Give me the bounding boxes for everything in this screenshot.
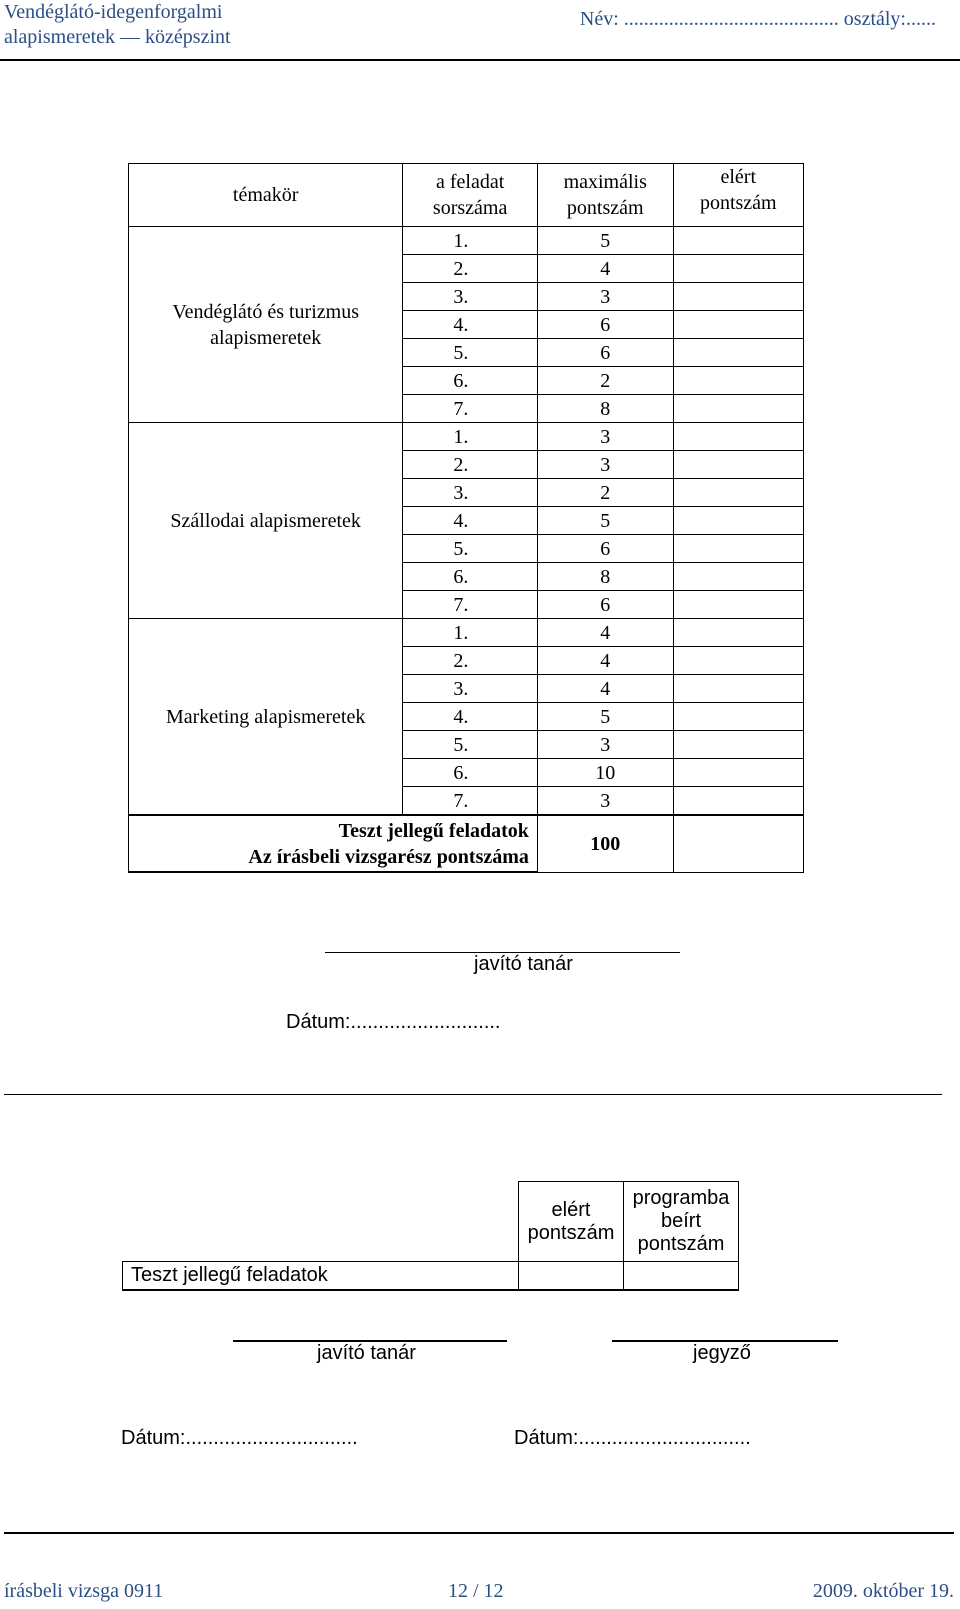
header-name-class: Név: ........................................... osztály:...... <box>579 8 936 30</box>
achieved-points-cell[interactable] <box>673 703 803 731</box>
max-points-cell: 10 <box>537 759 673 787</box>
footer-date: 2009. október 19. <box>812 1580 954 1602</box>
task-number-cell: 7. <box>403 395 538 423</box>
achieved-points-cell[interactable] <box>673 339 803 367</box>
achieved-points-cell[interactable] <box>673 675 803 703</box>
summary-table-blank <box>123 1182 519 1262</box>
achieved-points-cell[interactable] <box>673 759 803 787</box>
summary-program-line3: pontszám <box>637 1233 725 1255</box>
topic-line2: alapismeretek <box>210 326 322 349</box>
achieved-points-cell[interactable] <box>673 731 803 759</box>
task-number-cell: 3. <box>403 675 538 703</box>
achieved-points-cell[interactable] <box>673 311 803 339</box>
task-number-cell: 6. <box>403 367 538 395</box>
summary-row-label: Teszt jellegű feladatok <box>123 1262 519 1291</box>
task-number-cell: 1. <box>403 227 538 255</box>
summary-achieved-line1: elért <box>551 1198 591 1221</box>
summary-program-line1: programba <box>632 1187 730 1209</box>
task-number-cell: 4. <box>403 507 538 535</box>
summary-label-line1: Teszt jellegű feladatok <box>338 819 529 842</box>
task-number-cell: 4. <box>403 311 538 339</box>
achieved-points-cell[interactable] <box>673 283 803 311</box>
header-task-number-line1: a feladat <box>435 171 505 193</box>
date-field-right: Dátum:............................... <box>514 1427 751 1449</box>
header-subject-line2: alapismeretek — középszint <box>4 26 231 48</box>
achieved-points-cell[interactable] <box>673 423 803 451</box>
date-field: Dátum:........................... <box>286 1011 501 1033</box>
topic-line1: Marketing alapismeretek <box>165 705 366 728</box>
grader-label: javító tanár <box>474 953 573 975</box>
topic-line1: Szállodai alapismeretek <box>170 509 361 532</box>
task-number-cell: 4. <box>403 703 538 731</box>
date-field-left: Dátum:............................... <box>121 1427 358 1449</box>
achieved-points-cell[interactable] <box>673 619 803 647</box>
summary-achieved-header <box>519 1182 624 1262</box>
grader-label-2: javító tanár <box>317 1342 416 1364</box>
summary-program-cell[interactable] <box>624 1262 739 1291</box>
header-task-number-line2: sorszáma <box>432 197 508 219</box>
topic-line1: Vendéglátó és turizmus <box>172 300 359 323</box>
achieved-points-cell[interactable] <box>673 255 803 283</box>
task-number-cell: 7. <box>403 787 538 816</box>
task-number-cell: 1. <box>403 423 538 451</box>
task-number-cell: 2. <box>403 647 538 675</box>
max-points-cell: 6 <box>537 339 673 367</box>
achieved-points-cell[interactable] <box>673 647 803 675</box>
max-points-cell: 8 <box>537 563 673 591</box>
task-number-cell: 5. <box>403 731 538 759</box>
max-points-cell: 5 <box>537 703 673 731</box>
max-points-cell: 6 <box>537 311 673 339</box>
header-max-points-line2: pontszám <box>566 197 644 219</box>
max-points-cell: 8 <box>537 395 673 423</box>
table-row <box>129 423 804 451</box>
achieved-points-cell[interactable] <box>673 479 803 507</box>
score-table <box>128 163 804 873</box>
task-number-cell: 1. <box>403 619 538 647</box>
summary-label-line2: Az írásbeli vizsgarész pontszáma <box>248 845 529 868</box>
header-divider <box>0 59 960 61</box>
header-subject <box>4 0 231 50</box>
table-row <box>129 619 804 647</box>
header-max-points <box>537 164 673 227</box>
topic-cell <box>129 619 403 816</box>
max-points-cell: 4 <box>537 675 673 703</box>
max-points-cell: 2 <box>537 479 673 507</box>
max-points-cell: 4 <box>537 647 673 675</box>
task-number-cell: 6. <box>403 563 538 591</box>
task-number-cell: 2. <box>403 255 538 283</box>
task-number-cell: 2. <box>403 451 538 479</box>
max-points-cell: 4 <box>537 619 673 647</box>
task-number-cell: 6. <box>403 759 538 787</box>
footer-divider <box>4 1532 954 1534</box>
score-table-header <box>129 164 804 227</box>
topic-cell <box>129 227 403 423</box>
achieved-points-cell[interactable] <box>673 507 803 535</box>
header-max-points-line1: maximális <box>563 171 647 193</box>
footer-exam-code: írásbeli vizsga 0911 <box>4 1580 164 1602</box>
max-points-cell: 3 <box>537 451 673 479</box>
summary-achieved-total[interactable] <box>673 815 803 872</box>
max-points-cell: 5 <box>537 507 673 535</box>
task-number-cell: 3. <box>403 479 538 507</box>
summary-program-line2: beírt <box>660 1210 702 1232</box>
task-number-cell: 5. <box>403 339 538 367</box>
max-points-cell: 2 <box>537 367 673 395</box>
header-achieved-line2: pontszám <box>699 192 777 214</box>
max-points-cell: 3 <box>537 787 673 816</box>
summary-achieved-cell[interactable] <box>519 1262 624 1291</box>
max-points-cell: 3 <box>537 731 673 759</box>
summary-total: 100 <box>537 815 673 872</box>
max-points-cell: 4 <box>537 255 673 283</box>
achieved-points-cell[interactable] <box>673 787 803 816</box>
achieved-points-cell[interactable] <box>673 451 803 479</box>
header-task-number <box>403 164 538 227</box>
achieved-points-cell[interactable] <box>673 563 803 591</box>
summary-table <box>122 1181 739 1291</box>
notary-label: jegyző <box>693 1342 751 1364</box>
summary-achieved-line2: pontszám <box>527 1221 615 1244</box>
summary-program-header <box>624 1182 739 1262</box>
achieved-points-cell[interactable] <box>673 227 803 255</box>
max-points-cell: 3 <box>537 283 673 311</box>
section-divider <box>4 1094 942 1095</box>
task-number-cell: 5. <box>403 535 538 563</box>
table-row <box>129 227 804 255</box>
max-points-cell: 5 <box>537 227 673 255</box>
summary-row <box>129 815 804 872</box>
max-points-cell: 3 <box>537 423 673 451</box>
header-subject-line1: Vendéglátó-idegenforgalmi <box>4 1 223 23</box>
achieved-points-cell[interactable] <box>673 395 803 423</box>
header-topic: témakör <box>129 164 403 227</box>
achieved-points-cell[interactable] <box>673 591 803 619</box>
max-points-cell: 6 <box>537 591 673 619</box>
footer-page-number: 12 / 12 <box>448 1580 504 1602</box>
header-achieved-line1: elért <box>720 166 757 188</box>
task-number-cell: 3. <box>403 283 538 311</box>
max-points-cell: 6 <box>537 535 673 563</box>
task-number-cell: 7. <box>403 591 538 619</box>
summary-label <box>129 815 538 872</box>
achieved-points-cell[interactable] <box>673 367 803 395</box>
header-achieved-points <box>673 164 803 227</box>
topic-cell <box>129 423 403 619</box>
achieved-points-cell[interactable] <box>673 535 803 563</box>
